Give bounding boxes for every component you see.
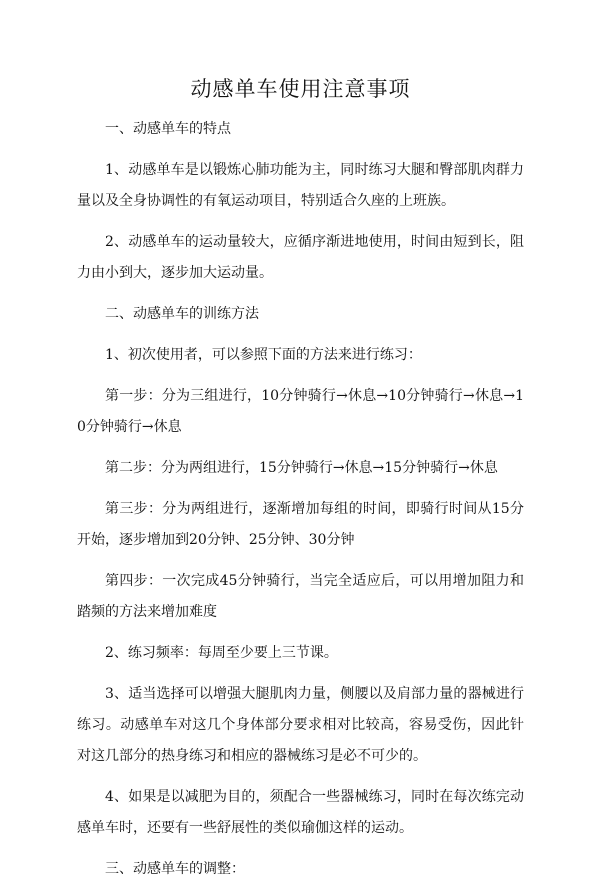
paragraph-step-4: 第四步：一次完成45分钟骑行，当完全适应后，可以用增加阻力和踏频的方法来增加难度 [77,573,524,620]
section-heading-training: 二、动感单车的训练方法 [105,306,259,322]
paragraph-feature-2: 2、动感单车的运动量较大，应循序渐进地使用，时间由短到长，阻力由小到大，逐步加大运动量。 [77,234,524,281]
section-heading-adjustment: 三、动感单车的调整： [105,861,245,877]
paragraph-frequency: 2、练习频率：每周至少要上三节课。 [105,645,338,661]
paragraph-equipment: 3、适当选择可以增强大腿肌肉力量，侧腰以及肩部力量的器械进行练习。动感单车对这几个身体部分要求相对比较高，容易受伤，因此针对这几部分的热身练习和相应的器械练习是必不可少的。 [77,686,524,764]
paragraph-step-1: 第一步：分为三组进行，10分钟骑行→休息→10分钟骑行→休息→10分钟骑行→休息 [77,388,524,435]
paragraph-step-3: 第三步：分为两组进行，逐渐增加每组的时间，即骑行时间从15分开始，逐步增加到20分钟、25分钟、30分钟 [77,501,524,548]
paragraph-weight-loss: 4、如果是以减肥为目的，须配合一些器械练习，同时在每次练完动感单车时，还要有一些舒展性的类似瑜伽这样的运动。 [77,789,524,836]
document-title: 动感单车使用注意事项 [190,77,411,101]
paragraph-training-intro: 1、初次使用者，可以参照下面的方法来进行练习： [105,347,422,363]
paragraph-feature-1: 1、动感单车是以锻炼心肺功能为主，同时练习大腿和臀部肌肉群力量以及全身协调性的有氧运动项目，特别适合久座的上班族。 [77,162,524,209]
paragraph-step-2: 第二步：分为两组进行，15分钟骑行→休息→15分钟骑行→休息 [105,460,498,476]
section-heading-features: 一、动感单车的特点 [105,121,231,137]
